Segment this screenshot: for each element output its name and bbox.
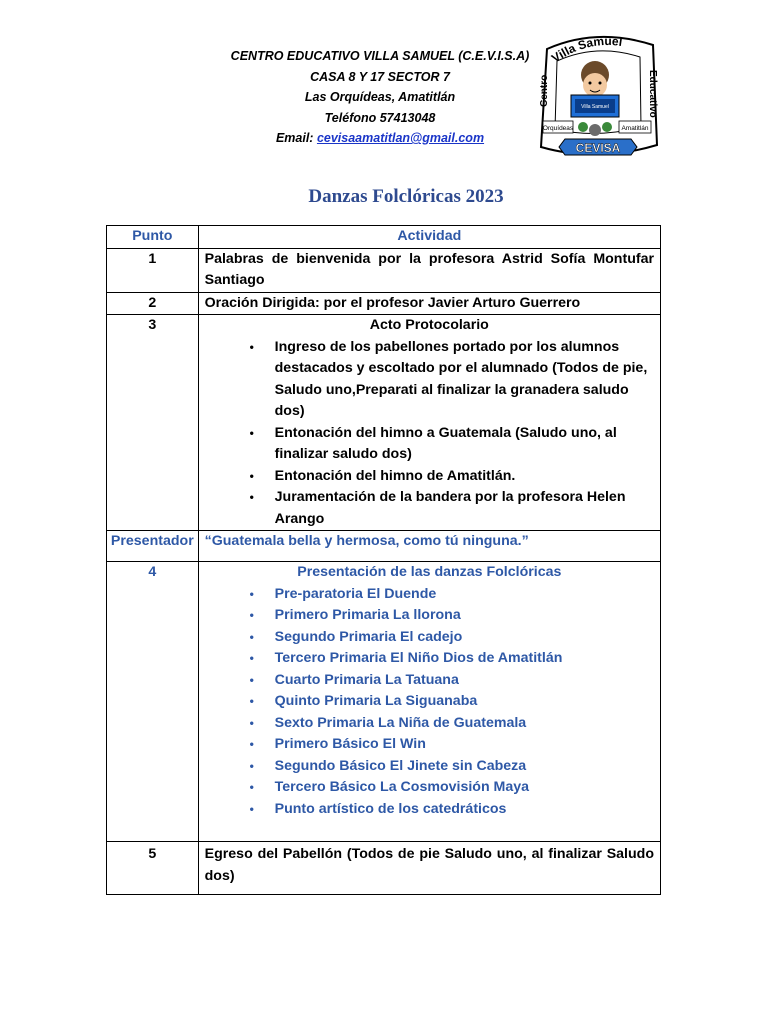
school-phone: Teléfono 57413048 [324, 110, 436, 125]
table-header-row [107, 226, 661, 249]
school-header [200, 46, 560, 149]
list-item: • Quinto Primaria La Siguanaba [275, 691, 654, 713]
table-row [107, 248, 661, 292]
list-item: • Juramentación de la bandera por la profesora Helen Arango [275, 487, 654, 530]
row-activity: Oración Dirigida: por el profesor Javier Arturo Guerrero [198, 292, 660, 315]
school-name: CENTRO EDUCATIVO VILLA SAMUEL (C.E.V.I.S.A) [230, 49, 530, 63]
list-item: • Tercero Básico La Cosmovisión Maya [275, 777, 654, 799]
row-point: Presentador [107, 531, 199, 562]
email-link[interactable]: cevisaamatitlan@gmail.com [316, 131, 485, 145]
list-item: • Segundo Básico El Jinete sin Cabeza [275, 756, 654, 778]
row-activity [198, 562, 660, 842]
list-item: • Primero Primaria La llorona [275, 605, 654, 627]
header-point: Punto [107, 226, 199, 249]
logo-bottom-left-text: Orquídeas [542, 125, 574, 132]
protocol-list [205, 337, 654, 531]
table-row [107, 315, 661, 531]
page-title: Danzas Folclóricas 2023 [308, 186, 504, 207]
list-item: • Tercero Primaria El Niño Dios de Amatitlán [275, 648, 654, 670]
row-activity [198, 315, 660, 531]
row-point: 4 [107, 562, 199, 842]
row-point: 3 [107, 315, 199, 531]
logo-right-text: Educativo [647, 70, 658, 118]
school-logo [535, 35, 660, 170]
list-item: • Cuarto Primaria La Tatuana [275, 670, 654, 692]
table-row [107, 292, 661, 315]
list-item: • Primero Básico El Win [275, 734, 654, 756]
list-item: • Segundo Primaria El cadejo [275, 627, 654, 649]
row-activity: “Guatemala bella y hermosa, como tú ninguna.” [198, 531, 660, 562]
school-location: Las Orquídeas, Amatitlán [304, 90, 456, 104]
table-row [107, 562, 661, 842]
program-table [106, 225, 661, 895]
school-email-line [200, 128, 560, 149]
table-row [107, 842, 661, 895]
logo-banner-text: CEVISA [575, 141, 621, 155]
spacer [205, 820, 654, 841]
list-item: • Sexto Primaria La Niña de Guatemala [275, 713, 654, 735]
logo-left-text: Centro [539, 74, 550, 107]
logo-top-text: Villa Samuel [548, 35, 624, 66]
row-activity: Palabras de bienvenida por la profesora Astrid Sofía Montufar Santiago [198, 248, 660, 292]
email-label: Email: [275, 131, 317, 145]
list-item: • Entonación del himno a Guatemala (Saludo uno, al finalizar saludo dos) [275, 423, 654, 466]
list-item: • Pre-paratoria El Duende [275, 584, 654, 606]
row-point: 5 [107, 842, 199, 895]
dances-heading: Presentación de las danzas Folclóricas [297, 564, 562, 580]
row-point: 1 [107, 248, 199, 292]
table-row [107, 531, 661, 562]
header-activity: Actividad [198, 226, 660, 249]
row-activity: Egreso del Pabellón (Todos de pie Saludo uno, al finalizar Saludo dos) [198, 842, 660, 895]
list-item: • Ingreso de los pabellones portado por los alumnos destacados y escoltado por el alumnado (Todos de pie, Saludo uno,Preparati al finalizar la granadera saludo dos) [275, 337, 654, 423]
list-item: • Entonación del himno de Amatitlán. [275, 466, 654, 488]
logo-sign-text: Villa Samuel [581, 104, 609, 110]
dances-list [205, 584, 654, 821]
school-address: CASA 8 Y 17 SECTOR 7 [310, 69, 450, 84]
row-point: 2 [107, 292, 199, 315]
protocol-heading: Acto Protocolario [369, 317, 489, 333]
list-item: • Punto artístico de los catedráticos [275, 799, 654, 821]
logo-bottom-right-text: Amatitlán [621, 125, 649, 132]
